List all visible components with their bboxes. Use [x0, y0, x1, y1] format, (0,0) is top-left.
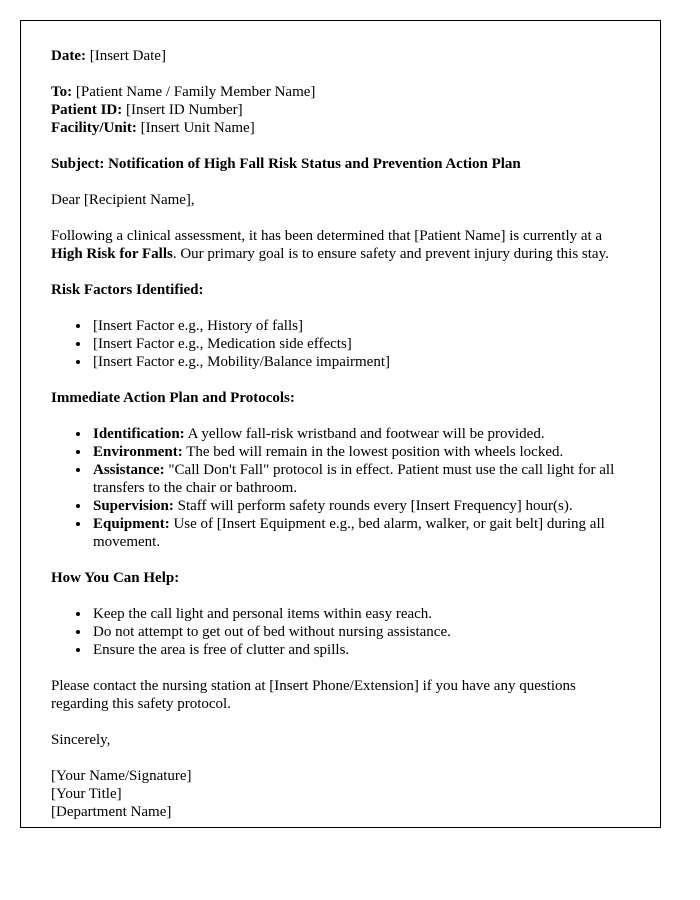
action-plan-item-text: Staff will perform safety rounds every [Insert Frequency] hour(s).: [173, 498, 573, 514]
risk-factor-item: • [Insert Factor e.g., Medication side effects]: [91, 335, 630, 353]
action-plan-item: [91, 425, 630, 443]
action-plan-item: [91, 461, 630, 497]
action-plan-heading: Immediate Action Plan and Protocols:: [51, 390, 295, 406]
action-plan-item-text: The bed will remain in the lowest position with wheels locked.: [182, 444, 564, 460]
action-plan-item-text: "Call Don't Fall" protocol is in effect. Patient must use the call light for all transfers to the chair or bathroom.: [93, 462, 615, 496]
to-line: [51, 83, 630, 101]
help-list: [51, 605, 630, 659]
action-plan-item-text: Use of [Insert Equipment e.g., bed alarm, walker, or gait belt] during all movement.: [93, 516, 605, 550]
date-value: [Insert Date]: [85, 48, 166, 64]
intro-text-before: Following a clinical assessment, it has been determined that [Patient Name] is currently at a: [51, 228, 603, 244]
signoff: Sincerely,: [51, 732, 111, 748]
action-plan-item-text: A yellow fall-risk wristband and footwear will be provided.: [184, 426, 545, 442]
salutation: Dear [Recipient Name],: [51, 192, 195, 208]
subject-line: Subject: Notification of High Fall Risk Status and Prevention Action Plan: [51, 156, 521, 172]
help-item: • Do not attempt to get out of bed without nursing assistance.: [91, 623, 630, 641]
facility-label: Facility/Unit:: [51, 120, 137, 136]
to-value: [Patient Name / Family Member Name]: [72, 84, 316, 100]
signature-department: [Department Name]: [51, 804, 172, 820]
help-item: • Ensure the area is free of clutter and spills.: [91, 641, 630, 659]
action-plan-item-label: Equipment:: [93, 516, 170, 532]
recipient-block: [51, 83, 630, 137]
intro-paragraph: [51, 227, 630, 263]
action-plan-item-label: Identification:: [93, 426, 185, 442]
action-plan-item: [91, 515, 630, 551]
risk-factor-item: • [Insert Factor e.g., History of falls]: [91, 317, 630, 335]
facility-value: [Insert Unit Name]: [136, 120, 255, 136]
action-plan-item: [91, 497, 630, 515]
intro-text-after: . Our primary goal is to ensure safety and prevent injury during this stay.: [172, 246, 609, 262]
risk-factors-list: [51, 317, 630, 371]
signature-title: [Your Title]: [51, 786, 122, 802]
closing-paragraph: Please contact the nursing station at [Insert Phone/Extension] if you have any questions regarding this safety protocol.: [51, 678, 576, 712]
signature-block: [51, 767, 630, 821]
to-label: To:: [51, 84, 73, 100]
risk-factors-heading: Risk Factors Identified:: [51, 282, 204, 298]
patient-id-label: Patient ID:: [51, 102, 123, 118]
risk-factor-item: • [Insert Factor e.g., Mobility/Balance impairment]: [91, 353, 630, 371]
help-item: • Keep the call light and personal items within easy reach.: [91, 605, 630, 623]
action-plan-item-label: Supervision:: [93, 498, 174, 514]
facility-line: [51, 119, 630, 137]
action-plan-item-label: Environment:: [93, 444, 183, 460]
date-line: [51, 47, 630, 65]
intro-bold-phrase: High Risk for Falls: [51, 246, 173, 262]
action-plan-item: [91, 443, 630, 461]
signature-name: [Your Name/Signature]: [51, 768, 192, 784]
patient-id-value: [Insert ID Number]: [122, 102, 243, 118]
date-label: Date:: [51, 48, 86, 64]
patient-id-line: [51, 101, 630, 119]
action-plan-item-label: Assistance:: [93, 462, 165, 478]
letter-document: [20, 20, 661, 828]
action-plan-list: [51, 425, 630, 551]
help-heading: How You Can Help:: [51, 570, 180, 586]
